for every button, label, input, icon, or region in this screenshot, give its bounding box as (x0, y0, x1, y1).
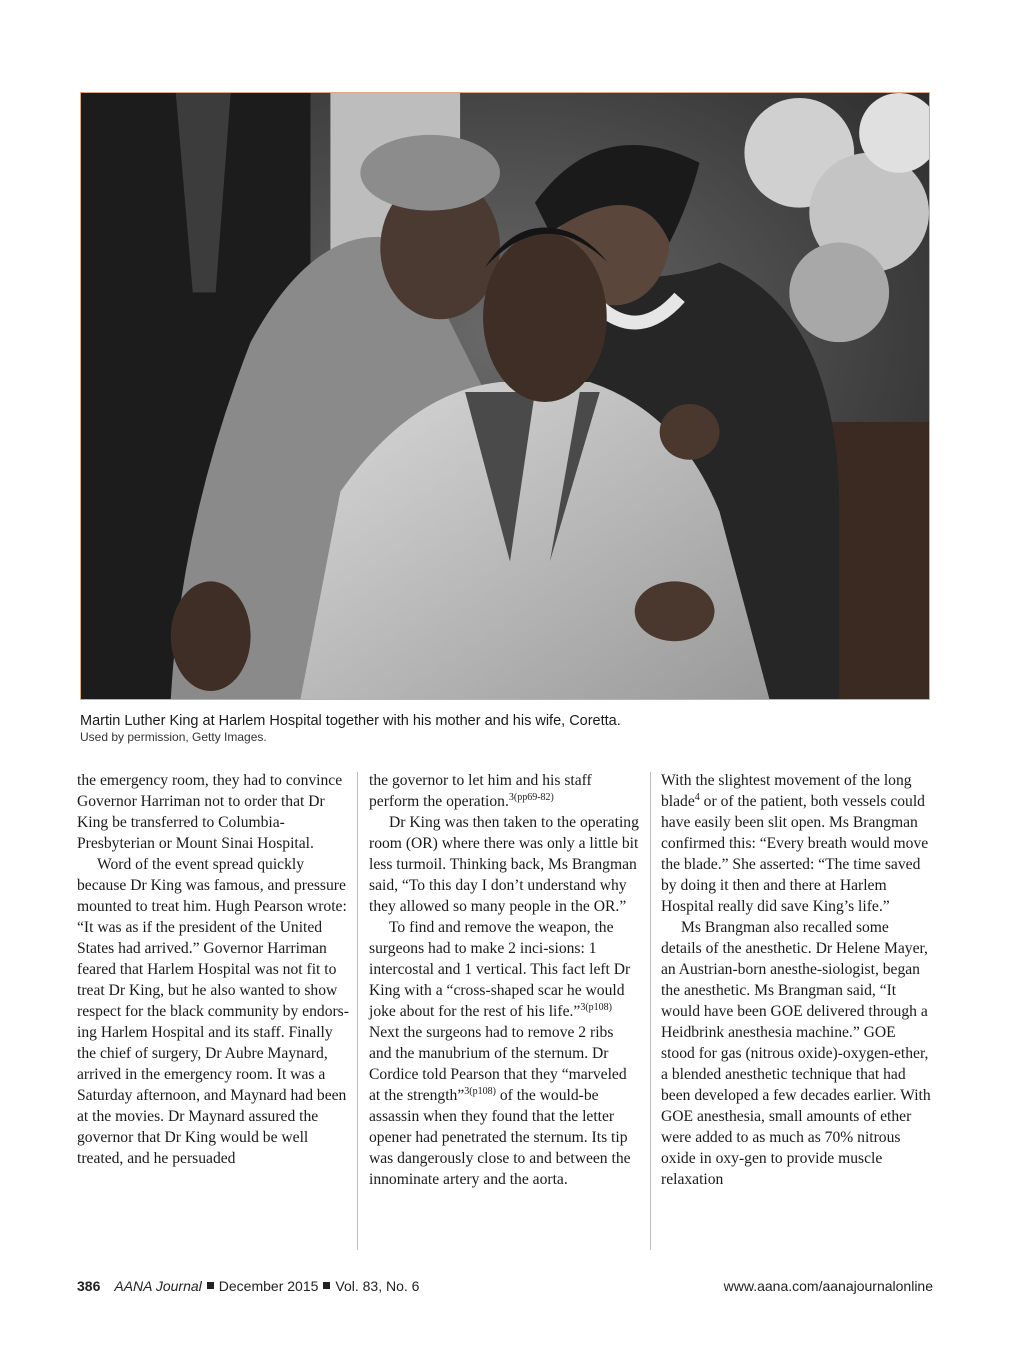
paragraph-text: Dr King was then taken to the operating room (OR) where there was only a little bit less turmoil. Thinking back, Ms Brangman said, “To this day I don’t understand why they allowed so many people in the OR.” (369, 814, 639, 915)
separator-square-icon (323, 1282, 330, 1289)
paragraph-text: Ms Brangman also recalled some details of the anesthetic. Dr Helene Mayer, an Austrian-born anesthe-siologist, began the anesthetic. Ms Brangman said, “It would have been GOE delivered through a Heidbrink anesthesia machine.” GOE stood for gas (nitrous oxide)-oxygen-ether, a blended anesthetic technique that had been developed a few decades earlier. With GOE anesthesia, small amounts of ether were added to as much as 70% nitrous oxide in oxy-gen to provide muscle relaxation (661, 919, 931, 1188)
paragraph-text: or of the patient, both vessels could have easily been slit open. Ms Brangman confirmed this: “Every breath would move the blade.” She asserted: “The time saved by doing it then and there at Harlem Hospital really did save King’s life.” (661, 793, 929, 915)
paragraph-text: the emergency room, they had to convince Governor Harriman not to order that Dr King be transferred to Columbia-Presbyterian or Mount Sinai Hospital. (77, 772, 343, 852)
journal-url: www.aana.com/aanajournalonline (723, 1278, 933, 1294)
photograph (80, 92, 930, 700)
separator-square-icon (207, 1282, 214, 1289)
caption-text: Martin Luther King at Harlem Hospital together with his mother and his wife, Coretta. (80, 713, 621, 729)
paragraph (369, 917, 639, 1190)
figure-caption (80, 712, 940, 745)
paragraph-text: With the slightest movement of the long blade (661, 772, 912, 810)
caption-credit: Used by permission, Getty Images. (80, 730, 267, 744)
citation-reference: 3(pp69-82) (508, 792, 554, 803)
paragraph (77, 770, 349, 854)
paragraph-text: of the would-be assassin when they found that the letter opener had penetrated the sternum. Its tip was dangerously close to and between the innominate artery and the aorta. (369, 1087, 631, 1188)
citation-reference: 3(p108) (464, 1086, 496, 1097)
citation-reference: 4 (694, 792, 700, 803)
journal-name: AANA Journal (114, 1278, 202, 1294)
paragraph-text: Word of the event spread quickly because Dr King was famous, and pressure mounted to treat him. Hugh Pearson wrote: “It was as if the president of the United States had arrived.” Governor Harriman feared that Harlem Hospital was not fit to treat Dr King, but he also wanted to show respect for the black community by endors-ing Harlem Hospital and its staff. Finally the chief of surgery, Dr Aubre Maynard, arrived in the emergency room. It was a Saturday afternoon, and Maynard had been at the movies. Dr Maynard assured the governor that Dr King would be well treated, and he persuaded (77, 856, 349, 1167)
footer-citation (77, 1278, 419, 1294)
paragraph-text: To find and remove the weapon, the surgeons had to make 2 inci-sions: 1 intercostal and 1 vertical. This fact left Dr King with a “cross-shaped scar he would joke about for the rest of his life.” (369, 919, 631, 1020)
text-column-2 (369, 770, 639, 1260)
page-number: 386 (77, 1278, 101, 1294)
paragraph (369, 812, 639, 917)
citation-reference: 3(p108) (580, 1002, 612, 1013)
paragraph-text: Next the surgeons had to remove 2 ribs and the manubrium of the sternum. Dr Cordice told Pearson that they “marveled at the strength” (369, 1024, 627, 1104)
column-divider (357, 772, 358, 1250)
paragraph (369, 770, 639, 812)
photograph-icon (81, 93, 929, 699)
paragraph (77, 854, 349, 1169)
paragraph-text: the governor to let him and his staff perform the operation. (369, 772, 592, 810)
text-column-1 (77, 770, 349, 1260)
paragraph (661, 770, 933, 917)
paragraph (661, 917, 933, 1190)
text-column-3 (661, 770, 933, 1260)
issue-volume: Vol. 83, No. 6 (335, 1278, 420, 1294)
column-divider (650, 772, 651, 1250)
issue-date: December 2015 (218, 1278, 319, 1294)
